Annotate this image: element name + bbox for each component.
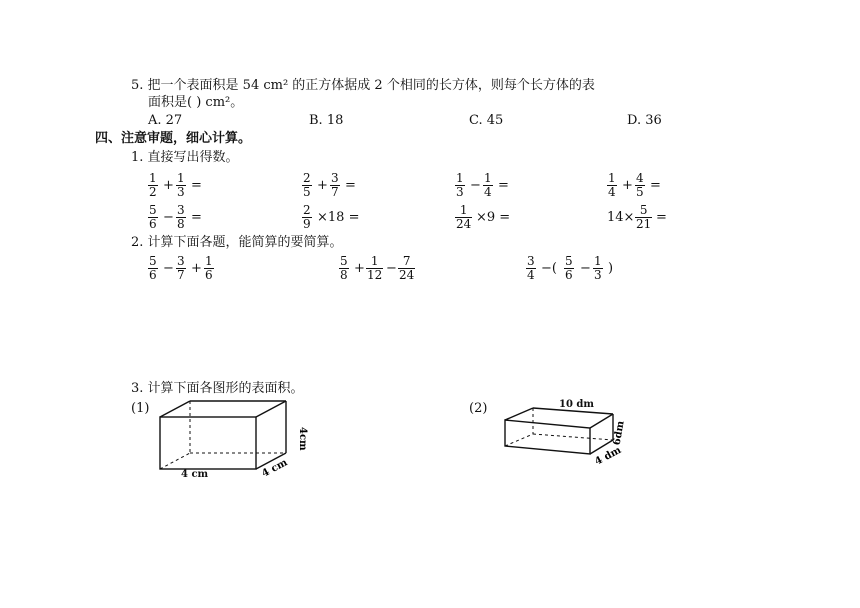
question-5-line-2: 面积是( ) cm²。	[148, 95, 244, 110]
fraction: $\frac{3}{7}$	[331, 171, 339, 199]
fraction: $\frac{1}{3}$	[177, 171, 185, 199]
subsection-3-title: 3. 计算下面各图形的表面积。	[131, 381, 304, 396]
fraction: $\frac{5}{6}$	[565, 254, 573, 282]
figure-1-label: (1)	[131, 401, 150, 416]
figure-2-height-label: 6dm	[611, 420, 627, 447]
figure-2-depth-label: 4 dm	[593, 444, 624, 468]
subsection-1-title: 1. 直接写出得数。	[131, 150, 239, 165]
figure-2-length-label: 10 dm	[559, 399, 594, 410]
figure-1-depth-label: 4 cm	[260, 457, 290, 480]
fraction: $\frac{1}{4}$	[484, 171, 492, 199]
fraction: $\frac{1}{3}$	[456, 171, 464, 199]
option-d: D. 36	[627, 113, 662, 128]
fraction: $\frac{1}{2}$	[149, 171, 157, 199]
subsection-2-title: 2. 计算下面各题，能简算的要简算。	[131, 235, 343, 250]
fraction: $\frac{3}{8}$	[177, 203, 185, 231]
figure-2-label: (2)	[469, 401, 488, 416]
option-c: C. 45	[469, 113, 504, 128]
fraction: $\frac{1}{4}$	[608, 171, 616, 199]
fraction: $\frac{4}{5}$	[636, 171, 644, 199]
fraction: $\frac{1}{3}$	[594, 254, 602, 282]
fraction: $\frac{3}{7}$	[177, 254, 185, 282]
fraction: $\frac{1}{6}$	[205, 254, 213, 282]
fraction: $\frac{3}{4}$	[527, 254, 535, 282]
fraction: $\frac{5}{6}$	[149, 203, 157, 231]
fraction: $\frac{5}{6}$	[149, 254, 157, 282]
option-a: A. 27	[148, 113, 183, 128]
question-5-line-1: 5. 把一个表面积是 54 cm² 的正方体据成 2 个相同的长方体，则每个长方体的表	[131, 78, 595, 93]
option-b: B. 18	[309, 113, 344, 128]
fraction: $\frac{7}{24}$	[399, 254, 415, 282]
figure-1-cube	[150, 395, 320, 490]
fraction: $\frac{5}{21}$	[636, 203, 652, 231]
fraction: $\frac{1}{24}$	[456, 203, 472, 231]
fraction: $\frac{2}{9}$	[303, 203, 311, 231]
fraction: $\frac{2}{5}$	[303, 171, 311, 199]
fraction: $\frac{1}{12}$	[367, 254, 383, 282]
fraction: $\frac{5}{8}$	[340, 254, 348, 282]
section-4-title: 四、注意审题，细心计算。	[95, 131, 252, 146]
figure-1-width-label: 4 cm	[181, 469, 209, 480]
figure-1-height-label: 4cm	[297, 427, 308, 451]
